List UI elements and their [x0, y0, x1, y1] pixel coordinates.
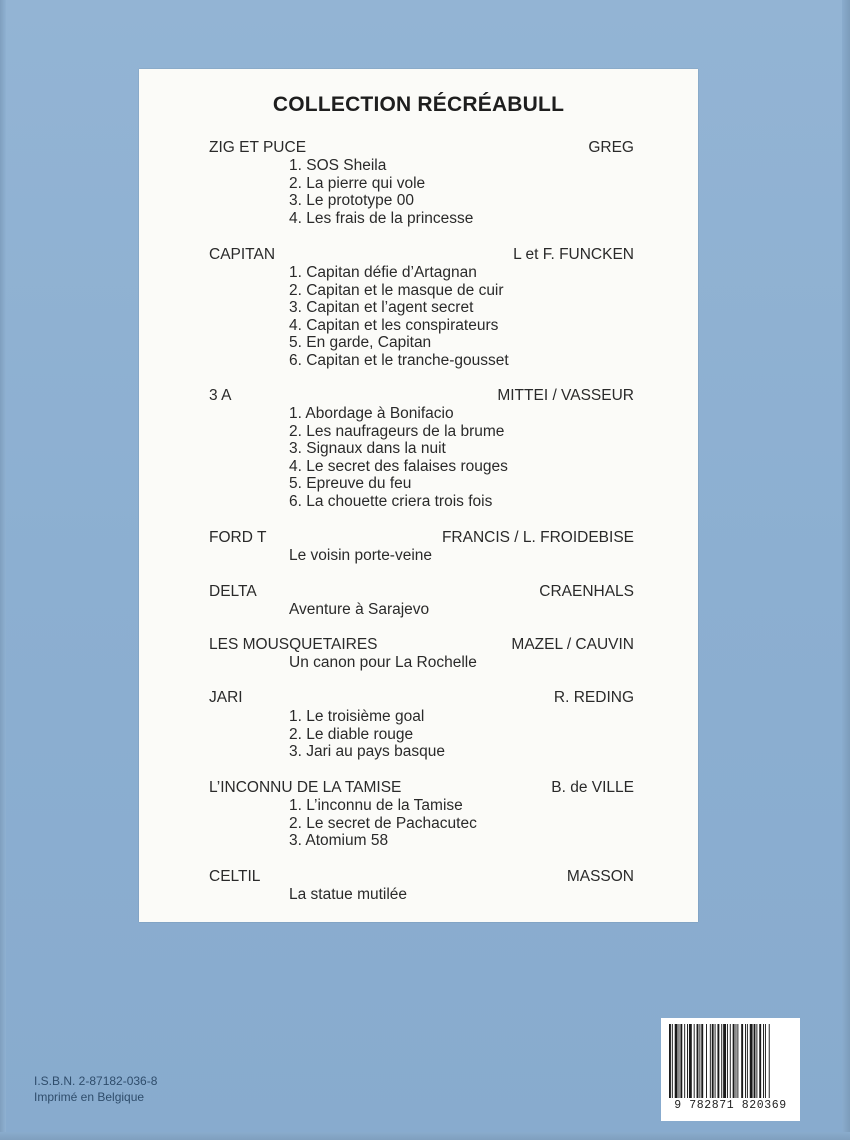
series-author: MASSON	[566, 868, 634, 885]
album-title: 4. Les frais de la princesse	[289, 209, 474, 227]
spine-edge	[0, 0, 6, 1140]
series-author: R. REDING	[553, 689, 634, 706]
isbn-number: I.S.B.N. 2-87182-036-8	[34, 1074, 158, 1088]
isbn-block	[34, 1073, 157, 1105]
right-edge	[842, 0, 850, 1140]
album-title: 1. Capitan défie d’Artagnan	[289, 264, 477, 281]
series-name: ZIG ET PUCE	[209, 139, 307, 156]
series-block	[209, 139, 634, 227]
series-block	[209, 387, 634, 511]
series-titles	[209, 405, 634, 511]
album-title: 1. L’inconnu de la Tamise	[289, 797, 463, 814]
barcode	[661, 1018, 800, 1121]
album-title: 5. Epreuve du feu	[289, 475, 412, 493]
series-block	[209, 689, 634, 761]
series-author: L et F. FUNCKEN	[513, 246, 634, 263]
series-name: LES MOUSQUETAIRES	[209, 636, 378, 653]
series-author: MITTEI / VASSEUR	[497, 387, 634, 404]
album-title: 3. Atomium 58	[289, 832, 389, 850]
barcode-digits: 9 782871 820369	[674, 1099, 787, 1112]
series-block	[209, 246, 634, 370]
series-author: CRAENHALS	[539, 583, 634, 600]
album-title: Un canon pour La Rochelle	[289, 654, 477, 671]
bottom-edge	[0, 1132, 850, 1140]
barcode-bars	[669, 1024, 792, 1098]
series-titles	[209, 654, 634, 672]
series-titles	[209, 264, 634, 370]
album-title: Aventure à Sarajevo	[289, 601, 430, 618]
series-titles	[209, 886, 634, 904]
series-block	[209, 868, 634, 904]
series-block	[209, 529, 634, 565]
album-title: La statue mutilée	[289, 886, 408, 903]
series-author: B. de VILLE	[551, 779, 634, 796]
series-name: FORD T	[209, 529, 267, 546]
album-title: 2. Capitan et le masque de cuir	[289, 281, 504, 299]
album-title: 4. Capitan et les conspirateurs	[289, 316, 499, 334]
album-title: 5. En garde, Capitan	[289, 334, 432, 352]
album-title: 6. Capitan et le tranche-gousset	[289, 351, 509, 369]
album-title: 2. Le secret de Pachacutec	[289, 814, 477, 832]
album-title: 1. SOS Sheila	[289, 157, 387, 174]
album-title: 3. Jari au pays basque	[289, 743, 445, 761]
series-author: GREG	[588, 139, 634, 156]
series-name: 3 A	[209, 387, 232, 404]
series-name: CAPITAN	[209, 246, 276, 263]
series-name: DELTA	[209, 583, 257, 600]
album-title: 2. La pierre qui vole	[289, 174, 426, 192]
series-name: JARI	[209, 689, 243, 706]
series-titles	[209, 708, 634, 761]
series-titles	[209, 157, 634, 227]
series-block	[209, 583, 634, 619]
album-title: 2. Les naufrageurs de la brume	[289, 422, 505, 440]
series-name: CELTIL	[209, 868, 261, 885]
series-titles	[209, 797, 634, 850]
album-title: Le voisin porte-veine	[289, 547, 433, 564]
album-title: 1. Abordage à Bonifacio	[289, 405, 454, 422]
album-title: 3. Le prototype 00	[289, 192, 414, 210]
album-title: 3. Capitan et l’agent secret	[289, 299, 474, 317]
series-author: MAZEL / CAUVIN	[511, 636, 634, 653]
album-title: 1. Le troisième goal	[289, 708, 425, 725]
series-author: FRANCIS / L. FROIDEBISE	[441, 529, 634, 546]
series-block	[209, 636, 634, 672]
album-title: 2. Le diable rouge	[289, 725, 414, 743]
collection-panel	[139, 69, 698, 922]
collection-title: COLLECTION RÉCRÉABULL	[272, 93, 565, 116]
series-titles	[209, 601, 634, 619]
album-title: 4. Le secret des falaises rouges	[289, 457, 508, 475]
album-title: 3. Signaux dans la nuit	[289, 440, 446, 458]
series-name: L’INCONNU DE LA TAMISE	[209, 779, 402, 796]
series-titles	[209, 547, 634, 565]
printed-in: Imprimé en Belgique	[34, 1090, 145, 1104]
series-block	[209, 779, 634, 850]
album-title: 6. La chouette criera trois fois	[289, 492, 493, 510]
